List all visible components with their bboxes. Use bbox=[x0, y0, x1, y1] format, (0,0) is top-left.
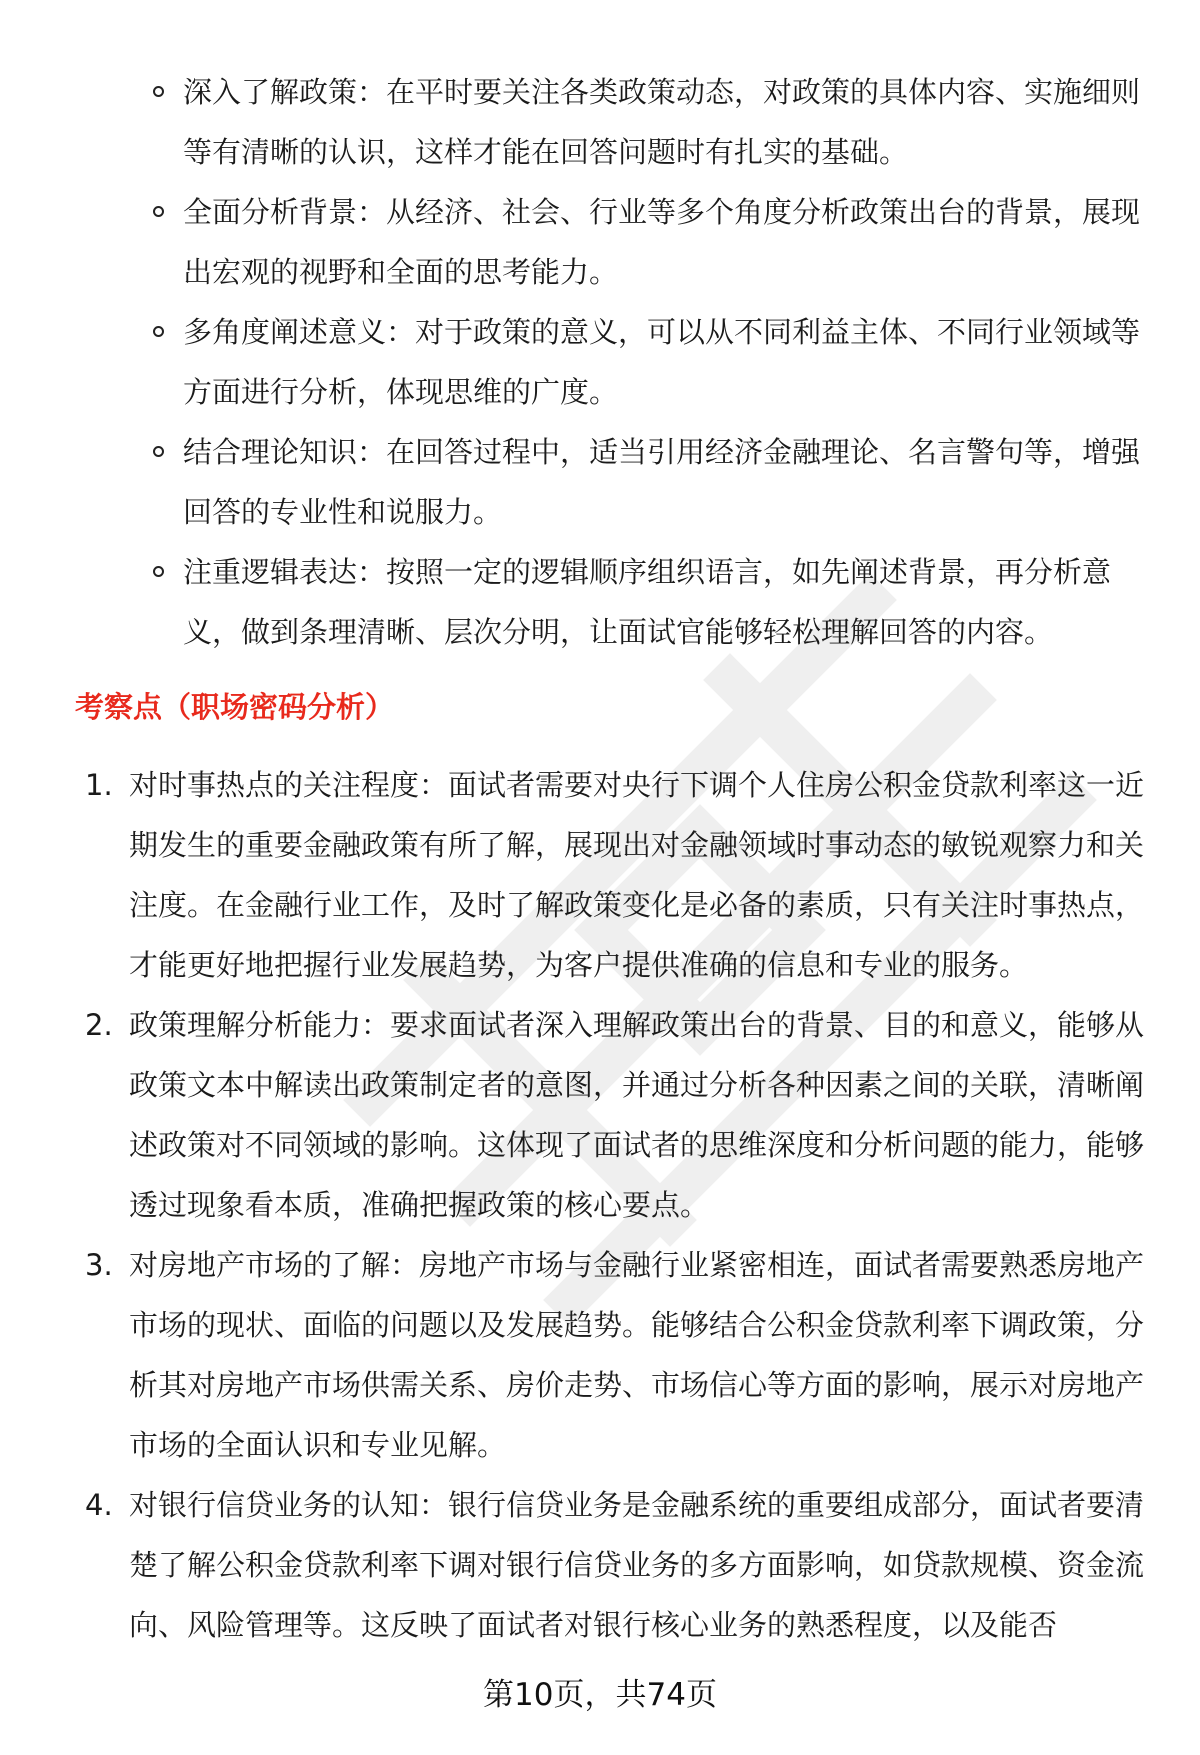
numbered-list-item bbox=[85, 995, 1149, 1235]
item-text: 对时事热点的关注程度：面试者需要对央行下调个人住房公积金贷款利率这一近期发生的重要金融政策有所了解，展现出对金融领域时事动态的敏锐观察力和关注度。在金融行业工作，及时了解政策变化是必备的素质，只有关注时事热点，才能更好地把握行业发展趋势，为客户提供准确的信息和专业的服务。 bbox=[129, 768, 1145, 982]
section-heading: 考察点（职场密码分析） bbox=[75, 690, 395, 724]
numbered-list-item bbox=[85, 1235, 1149, 1475]
bullet-text: 注重逻辑表达：按照一定的逻辑顺序组织语言，如先阐述背景，再分析意义，做到条理清晰、层次分明，让面试官能够轻松理解回答的内容。 bbox=[183, 555, 1112, 649]
numbered-list-item bbox=[85, 755, 1149, 995]
item-text: 政策理解分析能力：要求面试者深入理解政策出台的背景、目的和意义，能够从政策文本中解读出政策制定者的意图，并通过分析各种因素之间的关联，清晰阐述政策对不同领域的影响。这体现了面试者的思维深度和分析问题的能力，能够透过现象看本质，准确把握政策的核心要点。 bbox=[129, 1008, 1145, 1222]
bullet-text: 多角度阐述意义：对于政策的意义，可以从不同利益主体、不同行业领域等方面进行分析，体现思维的广度。 bbox=[183, 315, 1141, 409]
item-text: 对银行信贷业务的认知：银行信贷业务是金融系统的重要组成部分，面试者要清楚了解公积金贷款利率下调对银行信贷业务的多方面影响，如贷款规模、资金流向、风险管理等。这反映了面试者对银行核心业务的熟悉程度，以及能否 bbox=[129, 1488, 1145, 1642]
item-number: 1. bbox=[85, 768, 113, 802]
bullet-item bbox=[183, 182, 1143, 302]
bullet-item bbox=[183, 302, 1143, 422]
hollow-circle-bullet-icon bbox=[153, 86, 164, 97]
numbered-list bbox=[0, 755, 1200, 1655]
bullet-item bbox=[183, 62, 1143, 182]
hollow-circle-bullet-icon bbox=[153, 206, 164, 217]
hollow-circle-bullet-icon bbox=[153, 446, 164, 457]
numbered-list-item bbox=[85, 1475, 1149, 1655]
bullet-item bbox=[183, 542, 1143, 662]
item-number: 4. bbox=[85, 1488, 113, 1522]
bullet-text: 全面分析背景：从经济、社会、行业等多个角度分析政策出台的背景，展现出宏观的视野和全面的思考能力。 bbox=[183, 195, 1141, 289]
hollow-circle-bullet-icon bbox=[153, 326, 164, 337]
page-number-footer: 第10页，共74页 bbox=[483, 1677, 717, 1713]
bullet-text: 结合理论知识：在回答过程中，适当引用经济金融理论、名言警句等，增强回答的专业性和说服力。 bbox=[183, 435, 1141, 529]
tips-bullet-list bbox=[0, 62, 1200, 662]
bullet-text: 深入了解政策：在平时要关注各类政策动态，对政策的具体内容、实施细则等有清晰的认识，这样才能在回答问题时有扎实的基础。 bbox=[183, 75, 1141, 169]
item-number: 2. bbox=[85, 1008, 113, 1042]
item-text: 对房地产市场的了解：房地产市场与金融行业紧密相连，面试者需要熟悉房地产市场的现状、面临的问题以及发展趋势。能够结合公积金贷款利率下调政策，分析其对房地产市场供需关系、房价走势、市场信心等方面的影响，展示对房地产市场的全面认识和专业见解。 bbox=[129, 1248, 1145, 1462]
hollow-circle-bullet-icon bbox=[153, 566, 164, 577]
bullet-item bbox=[183, 422, 1143, 542]
item-number: 3. bbox=[85, 1248, 113, 1282]
